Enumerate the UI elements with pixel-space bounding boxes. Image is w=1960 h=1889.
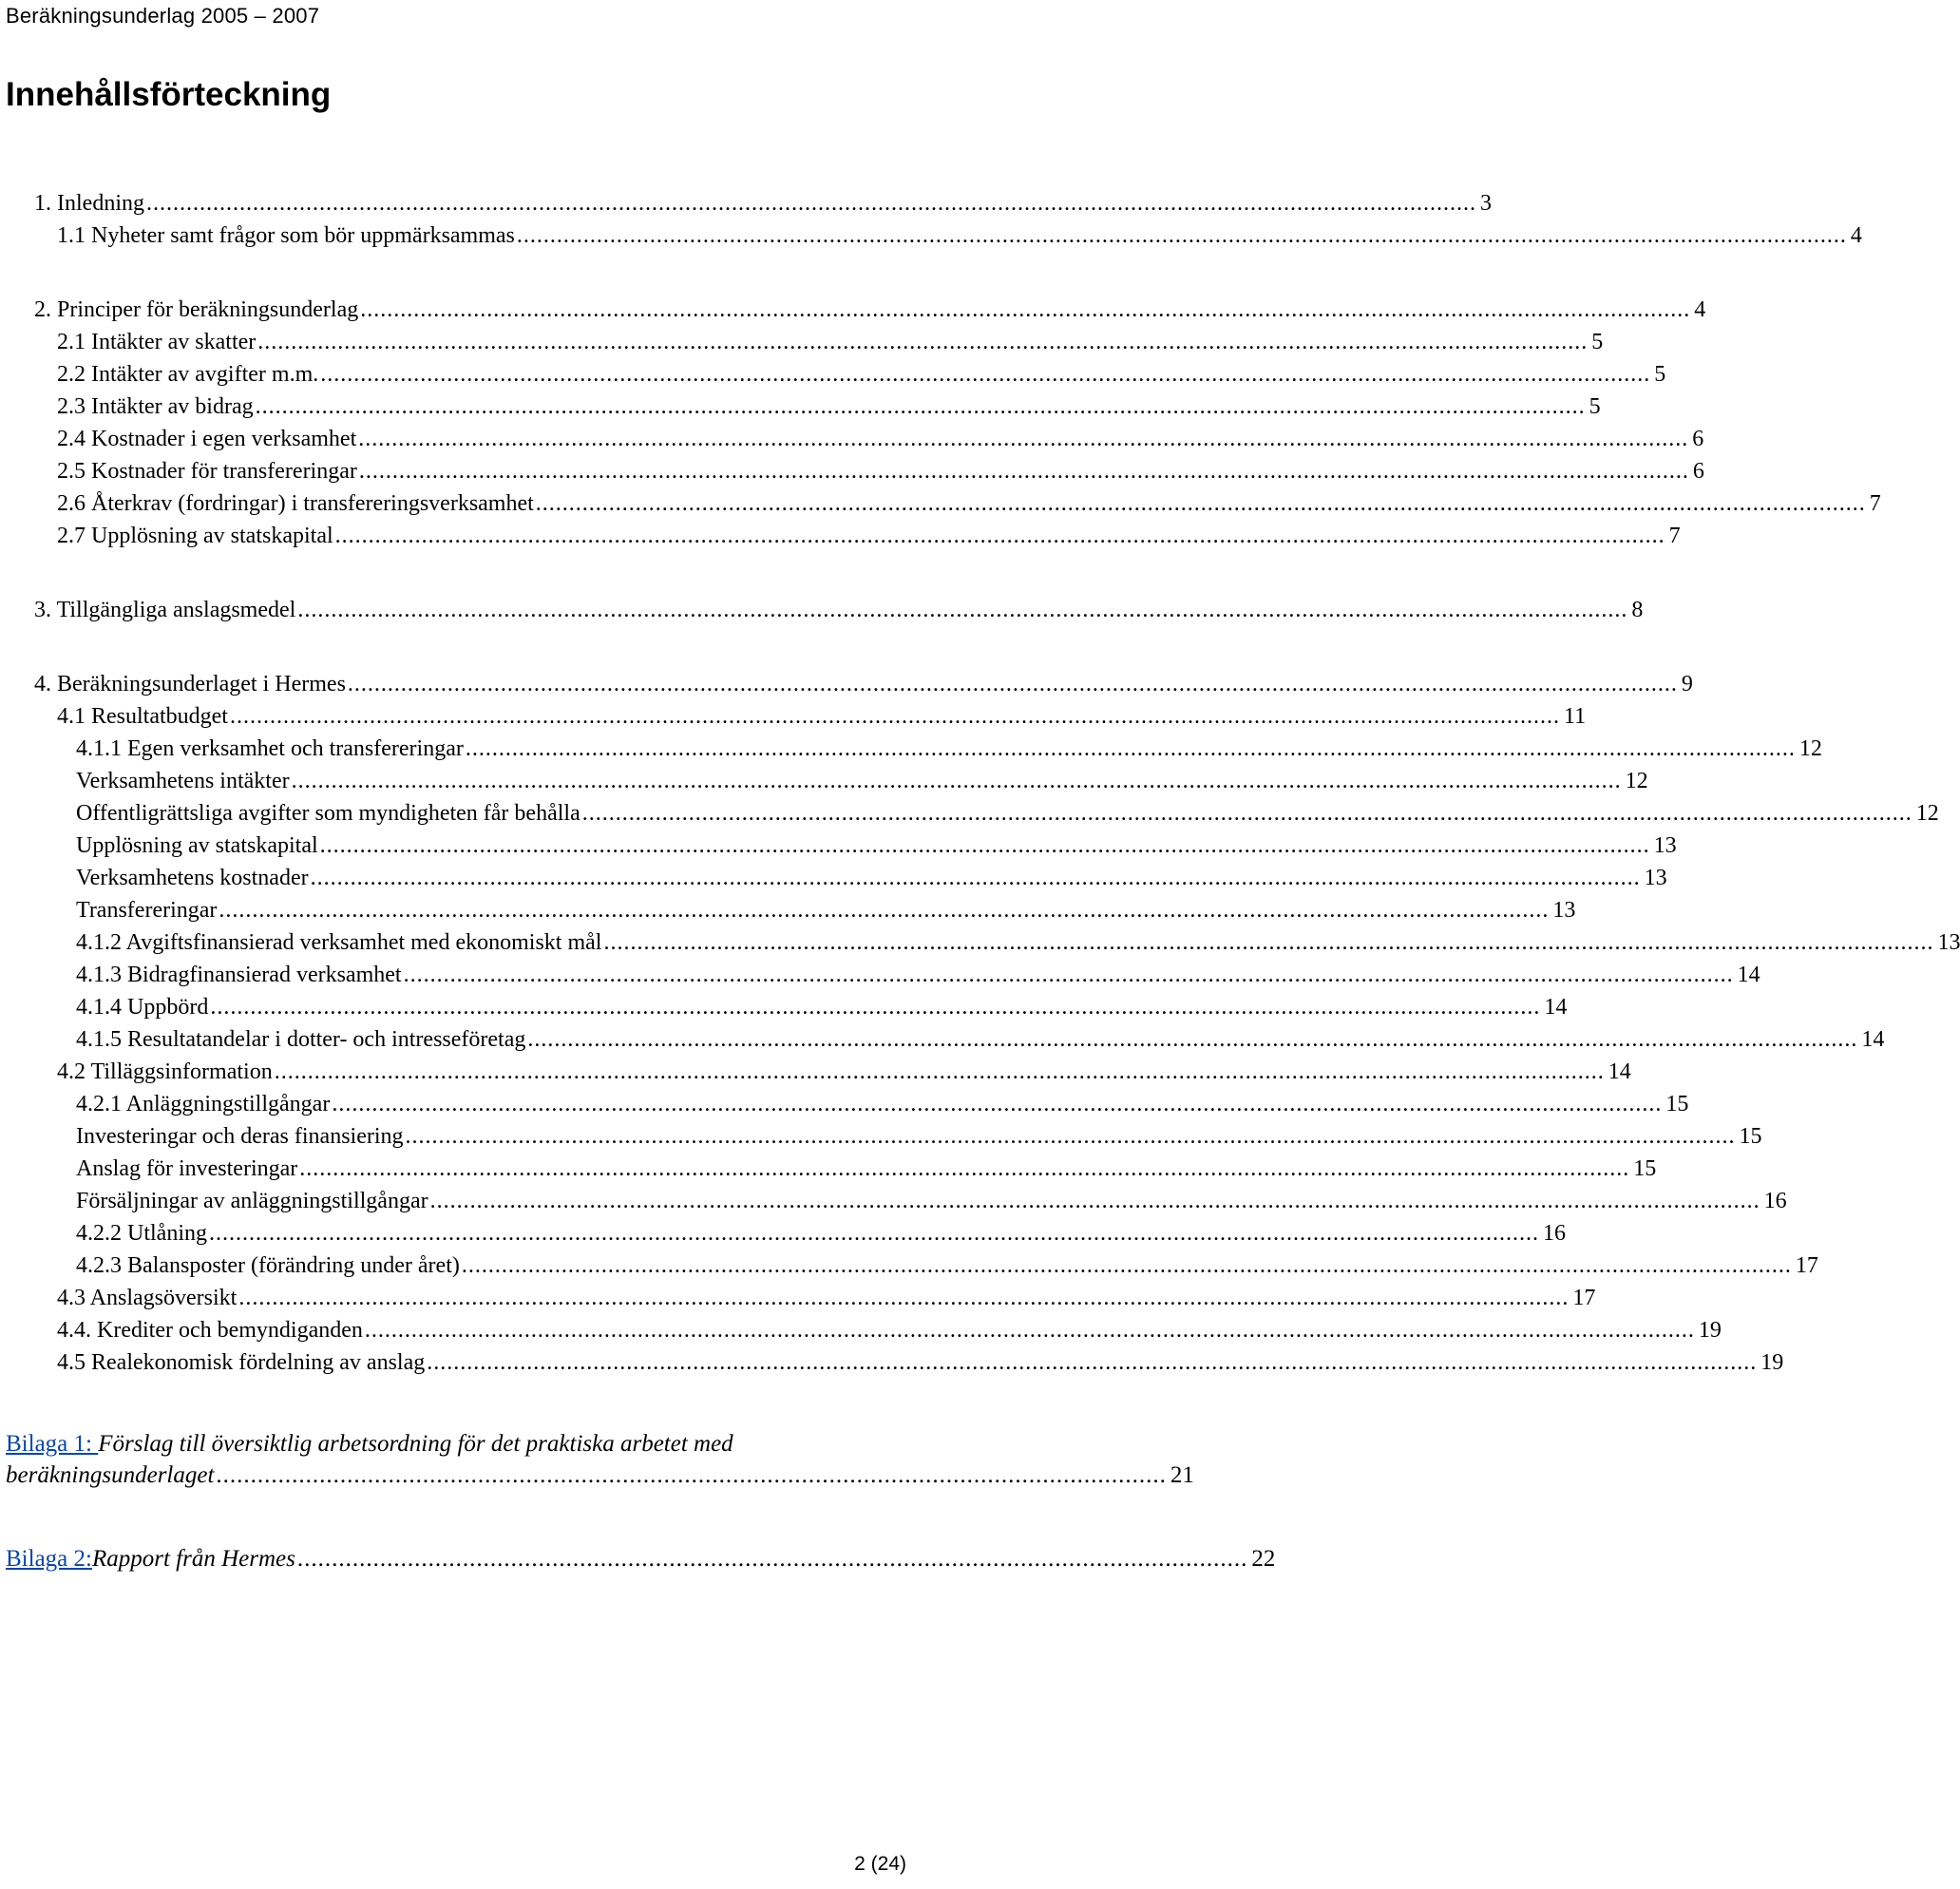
toc-entry[interactable] — [76, 1121, 1762, 1152]
leader-dots: ........................................................................................................................................................................................................ — [360, 297, 1691, 322]
toc-entry-page: 17 — [1795, 1253, 1818, 1278]
toc-entry-page: 17 — [1572, 1286, 1596, 1310]
leader-dots: ........................................................................................................................................................................................................ — [299, 1156, 1630, 1181]
toc-entry-label: 4.3 Anslagsöversikt — [57, 1286, 238, 1310]
leader-dots: ........................................................................................................................................................................................................ — [527, 1027, 1858, 1052]
toc-entry[interactable] — [57, 220, 1862, 251]
toc-entry-label: Anslag för investeringar — [76, 1156, 298, 1181]
toc-entry-page: 14 — [1608, 1059, 1631, 1084]
toc-entry-page: 5 — [1654, 362, 1666, 387]
page-title: Innehållsförteckning — [6, 76, 332, 113]
toc-entry[interactable] — [76, 927, 1960, 958]
toc-entry[interactable] — [57, 1283, 1596, 1313]
toc-entry-label: 1. Inledning — [34, 191, 144, 216]
toc-entry-label: 4.2 Tilläggsinformation — [57, 1059, 273, 1084]
toc-entry-page: 6 — [1692, 427, 1704, 451]
toc-entry-label: 4.1.4 Uppbörd — [76, 995, 209, 1020]
toc-entry-label: 1.1 Nyheter samt frågor som bör uppmärksammas — [57, 223, 515, 248]
toc-entry-label: 4.1.1 Egen verksamhet och transfereringar — [76, 736, 464, 761]
appendix-1-title-line1: Förslag till översiktlig arbetsordning för det praktiska arbetet med — [98, 1431, 733, 1457]
leader-dots: ........................................................................................................................................................................................................ — [461, 1253, 1792, 1278]
leader-dots: ........................................................................................................................................................................................................ — [358, 427, 1689, 451]
toc-entry-page: 19 — [1760, 1350, 1784, 1375]
toc-entry-page: 19 — [1698, 1318, 1722, 1343]
toc-entry[interactable] — [57, 391, 1601, 422]
leader-dots: ........................................................................................................................................................................................................ — [334, 524, 1665, 548]
toc-entry-label: 4.2.3 Balansposter (förändring under året) — [76, 1253, 460, 1278]
toc-entry[interactable] — [76, 1154, 1657, 1184]
leader-dots: ........................................................................................................................................................................................................ — [238, 1286, 1570, 1310]
toc-entry[interactable] — [57, 1057, 1631, 1087]
toc-entry-page: 13 — [1653, 833, 1677, 858]
toc-entry-page: 5 — [1589, 394, 1601, 419]
toc-entry-page: 3 — [1479, 191, 1492, 216]
appendix-1-link[interactable]: Bilaga 1: — [6, 1431, 99, 1457]
leader-dots: ........................................................................................................................................................................................................ — [603, 930, 1934, 955]
toc-entry-page: 15 — [1665, 1092, 1689, 1116]
toc-entry-label: 4.2.1 Anläggningstillgångar — [76, 1092, 331, 1116]
toc-entry-page: 4 — [1850, 223, 1862, 248]
toc-entry[interactable] — [57, 456, 1704, 487]
toc-entry[interactable] — [34, 188, 1492, 219]
leader-dots: ........................................................................................................................................................................................................ — [255, 394, 1586, 419]
leader-dots: ........................................................................................................................................................................................................ — [145, 191, 1476, 216]
leader-dots: ........................................................................................................................................................................................................ — [581, 801, 1912, 826]
toc-entry[interactable] — [34, 669, 1693, 699]
toc-entry[interactable] — [76, 895, 1576, 925]
toc-entry-label: 4.1.5 Resultatandelar i dotter- och intresseföretag — [76, 1027, 526, 1052]
leader-dots: ........................................................................................................................................................................................................ — [257, 330, 1589, 354]
toc-entry-page: 4 — [1694, 297, 1706, 322]
appendix-1-entry — [6, 1428, 1194, 1491]
toc-entry[interactable] — [57, 1315, 1722, 1345]
toc-entry-label: 2.6 Återkrav (fordringar) i transfereringsverksamhet — [57, 491, 534, 516]
toc-entry-label: Transfereringar — [76, 898, 218, 923]
toc-entry[interactable] — [76, 766, 1648, 796]
toc-entry[interactable] — [76, 863, 1667, 893]
toc-entry-page: 13 — [1552, 898, 1576, 923]
leader-dots: ........................................................................................................................................................................................................ — [297, 598, 1628, 622]
appendix-1-page: 21 — [1170, 1462, 1194, 1488]
toc-entry[interactable] — [76, 1186, 1787, 1216]
toc-entry-page: 13 — [1937, 930, 1960, 955]
toc-entry[interactable] — [57, 701, 1587, 732]
toc-entry[interactable] — [57, 327, 1604, 357]
appendix-2-page: 22 — [1251, 1546, 1276, 1572]
toc-entry-label: 4.1.2 Avgiftsfinansierad verksamhet med ekonomiskt mål — [76, 930, 602, 955]
toc-entry-label: Investeringar och deras finansiering — [76, 1124, 404, 1149]
toc-entry-page: 16 — [1543, 1221, 1566, 1246]
toc-entry-label: 2.1 Intäkter av skatter — [57, 330, 257, 354]
toc-entry-page: 14 — [1544, 995, 1568, 1020]
toc-entry-page: 14 — [1737, 963, 1760, 987]
leader-dots: ........................................................................................................................................................................................................ — [535, 491, 1866, 516]
appendix-2-title: Rapport från Hermes — [91, 1546, 295, 1572]
toc-entry-label: Verksamhetens intäkter — [76, 769, 290, 793]
toc-entry-page: 7 — [1668, 524, 1681, 548]
toc-entry-page: 8 — [1631, 598, 1644, 622]
toc-entry-page: 9 — [1681, 672, 1693, 696]
page-number: 2 (24) — [854, 1853, 906, 1875]
leader-dots: ........................................................................................................................................................................................................ — [291, 769, 1622, 793]
toc-entry-label: 4.4. Krediter och bemyndiganden — [57, 1318, 363, 1343]
toc-entry-label: Offentligrättsliga avgifter som myndigheten får behålla — [76, 801, 580, 826]
toc-entry[interactable] — [76, 798, 1939, 829]
leader-dots: .......................................................................................................................................... — [216, 1462, 1167, 1488]
leader-dots: ........................................................................................................................................................................................................ — [403, 963, 1734, 987]
leader-dots: ........................................................................................................................................................................................................ — [427, 1350, 1758, 1375]
toc-entry[interactable] — [57, 424, 1704, 454]
leader-dots: ........................................................................................................................................................................................................ — [320, 362, 1651, 387]
leader-dots: ........................................................................................................................................................................................................ — [465, 736, 1796, 761]
toc-entry[interactable] — [57, 521, 1681, 551]
toc-entry-label: 4.5 Realekonomisk fördelning av anslag — [57, 1350, 426, 1375]
toc-entry-label: 4.1 Resultatbudget — [57, 704, 228, 729]
leader-dots: ........................................................................................................................................................................................................ — [209, 1221, 1539, 1246]
toc-entry-label: Upplösning av statskapital — [76, 833, 318, 858]
toc-entry-page: 15 — [1739, 1124, 1762, 1149]
toc-entry[interactable] — [34, 295, 1706, 325]
leader-dots: ........................................................................................................................................................................................................ — [274, 1059, 1605, 1084]
leader-dots: ........................................................................................................................................................................................................ — [210, 995, 1541, 1020]
toc-entry-page: 7 — [1869, 491, 1881, 516]
toc-entry-page: 11 — [1563, 704, 1587, 729]
toc-entry-page: 13 — [1644, 866, 1667, 890]
toc-entry-label: 2.7 Upplösning av statskapital — [57, 524, 333, 548]
leader-dots: ........................................................................................................................................................................................................ — [219, 898, 1550, 923]
leader-dots: .......................................................................................................................................... — [296, 1546, 1248, 1572]
toc-entry[interactable] — [76, 1218, 1566, 1249]
toc-entry-label: 2.3 Intäkter av bidrag — [57, 394, 254, 419]
toc-entry-label: 2. Principer för beräkningsunderlag — [34, 297, 359, 322]
leader-dots: ........................................................................................................................................................................................................ — [310, 866, 1641, 890]
toc-entry-label: 4.2.2 Utlåning — [76, 1221, 207, 1246]
leader-dots: ........................................................................................................................................................................................................ — [347, 672, 1678, 696]
toc-entry-page: 12 — [1798, 736, 1822, 761]
toc-entry-label: Verksamhetens kostnader — [76, 866, 309, 890]
toc-entry-label: 2.4 Kostnader i egen verksamhet — [57, 427, 357, 451]
leader-dots: ........................................................................................................................................................................................................ — [319, 833, 1650, 858]
toc-entry-label: Försäljningar av anläggningstillgångar — [76, 1189, 428, 1213]
toc-entry-page: 5 — [1591, 330, 1604, 354]
toc-entry-label: 3. Tillgängliga anslagsmedel — [34, 598, 296, 622]
toc-entry[interactable] — [76, 1024, 1885, 1055]
leader-dots: ........................................................................................................................................................................................................ — [229, 704, 1560, 729]
toc-entry-label: 4. Beräkningsunderlaget i Hermes — [34, 672, 346, 696]
appendix-1-title-line2: beräkningsunderlaget — [6, 1462, 215, 1488]
toc-entry[interactable] — [76, 960, 1760, 990]
toc-entry-page: 16 — [1763, 1189, 1787, 1213]
toc-entry[interactable] — [57, 1347, 1784, 1378]
toc-entry-label: 4.1.3 Bidragfinansierad verksamhet — [76, 963, 402, 987]
toc-entry[interactable] — [76, 1250, 1818, 1281]
leader-dots: ........................................................................................................................................................................................................ — [364, 1318, 1695, 1343]
toc-entry-page: 6 — [1692, 459, 1704, 484]
toc-entry-label: 2.2 Intäkter av avgifter m.m. — [57, 362, 319, 387]
leader-dots: ........................................................................................................................................................................................................ — [405, 1124, 1736, 1149]
appendix-2-entry — [6, 1543, 1276, 1574]
toc-entry[interactable] — [76, 830, 1677, 861]
toc-entry[interactable] — [57, 359, 1666, 390]
toc-entry[interactable] — [76, 734, 1822, 764]
toc-entry-page: 15 — [1633, 1156, 1657, 1181]
running-header: Beräkningsunderlag 2005 – 2007 — [6, 4, 320, 28]
leader-dots: ........................................................................................................................................................................................................ — [429, 1189, 1760, 1213]
toc-entry[interactable] — [34, 595, 1644, 625]
leader-dots: ........................................................................................................................................................................................................ — [516, 223, 1847, 248]
leader-dots: ........................................................................................................................................................................................................ — [332, 1092, 1663, 1116]
toc-entry[interactable] — [76, 1089, 1689, 1119]
toc-entry-page: 12 — [1915, 801, 1939, 826]
toc-entry-page: 14 — [1861, 1027, 1885, 1052]
toc-entry[interactable] — [76, 992, 1568, 1022]
toc-entry-label: 2.5 Kostnader för transfereringar — [57, 459, 357, 484]
leader-dots: ........................................................................................................................................................................................................ — [358, 459, 1689, 484]
toc-entry[interactable] — [57, 488, 1881, 519]
toc-entry-page: 12 — [1625, 769, 1648, 793]
appendix-2-link[interactable]: Bilaga 2: — [6, 1546, 92, 1572]
